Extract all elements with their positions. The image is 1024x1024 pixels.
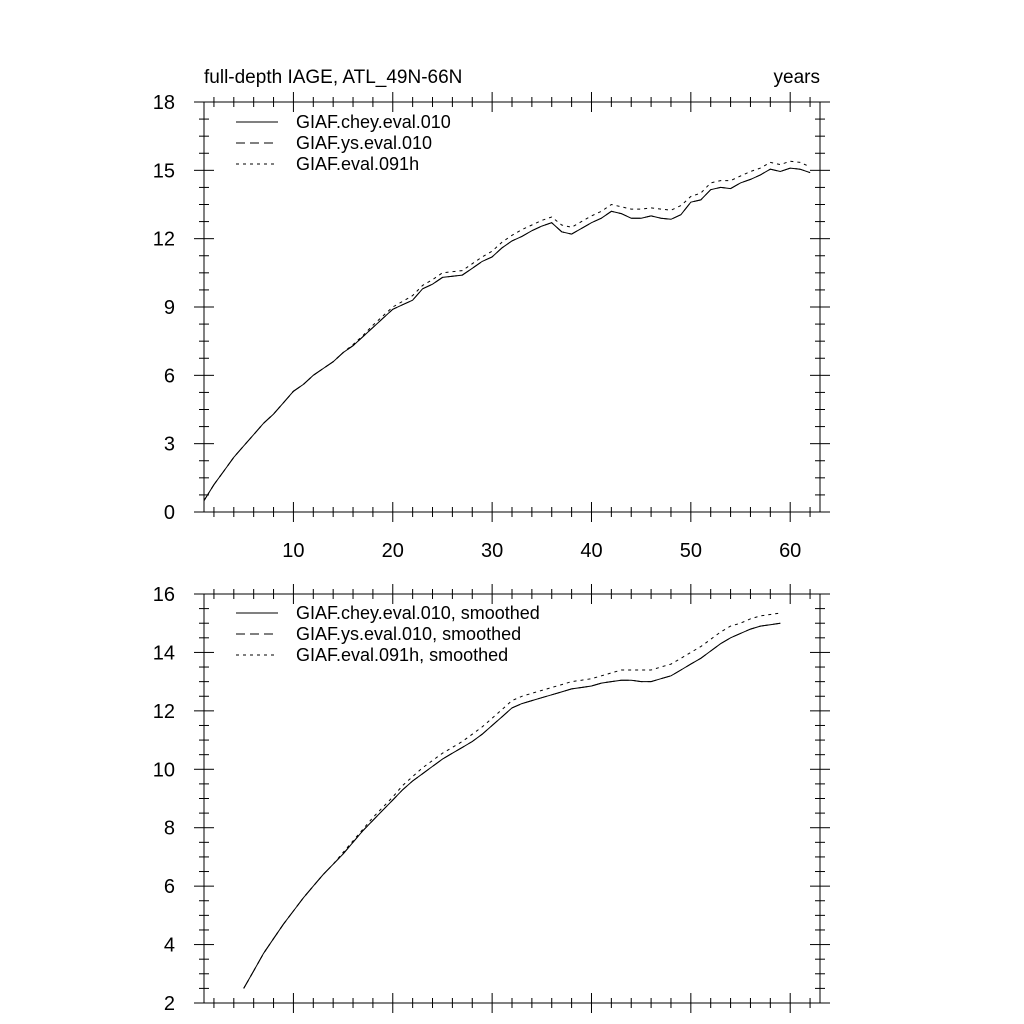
x-tick-label: 60 — [779, 540, 802, 562]
x-tick-label: 10 — [282, 540, 305, 562]
y-tick-label: 9 — [163, 297, 175, 319]
legend-label: GIAF.ys.eval.010, smoothed — [296, 624, 522, 644]
bottom-chart-legend — [236, 603, 540, 665]
y-tick-label: 18 — [152, 92, 175, 114]
x-tick-label: 50 — [679, 540, 702, 562]
top-chart-axes — [153, 92, 830, 562]
series-line-dotted — [244, 613, 781, 988]
legend-label: GIAF.chey.eval.010 — [296, 112, 451, 132]
units-label: years — [773, 67, 820, 88]
y-tick-label: 14 — [152, 642, 175, 665]
legend-label: GIAF.ys.eval.010 — [296, 133, 433, 153]
y-tick-label: 16 — [152, 584, 175, 606]
series-line-dashed — [244, 623, 781, 988]
y-tick-label: 12 — [152, 700, 175, 723]
x-tick-label: 40 — [580, 540, 603, 562]
y-tick-label: 8 — [163, 817, 175, 840]
bottom-chart — [153, 584, 830, 1015]
series-line-dashed — [204, 168, 810, 501]
legend-label: GIAF.eval.091h — [296, 154, 420, 174]
y-tick-label: 6 — [163, 365, 175, 388]
y-tick-label: 12 — [152, 228, 175, 251]
y-tick-label: 10 — [152, 759, 175, 782]
legend-label: GIAF.chey.eval.010, smoothed — [296, 603, 540, 623]
x-tick-label: 20 — [381, 540, 404, 562]
bottom-chart-series — [244, 613, 781, 988]
y-tick-label: 15 — [152, 160, 175, 183]
legend-label: GIAF.eval.091h, smoothed — [296, 645, 509, 665]
top-chart — [153, 67, 830, 562]
top-chart-legend — [236, 112, 451, 174]
y-tick-label: 0 — [163, 502, 175, 524]
series-line-solid — [244, 623, 781, 988]
series-line-dotted — [204, 161, 810, 500]
y-tick-label: 3 — [163, 433, 175, 456]
chart-title: full-depth IAGE, ATL_49N-66N — [204, 67, 463, 88]
y-tick-label: 4 — [163, 934, 175, 957]
x-tick-label: 30 — [481, 540, 504, 562]
y-tick-label: 6 — [163, 876, 175, 899]
top-chart-series — [204, 161, 810, 500]
series-line-solid — [204, 168, 810, 501]
y-tick-label: 2 — [163, 993, 175, 1015]
